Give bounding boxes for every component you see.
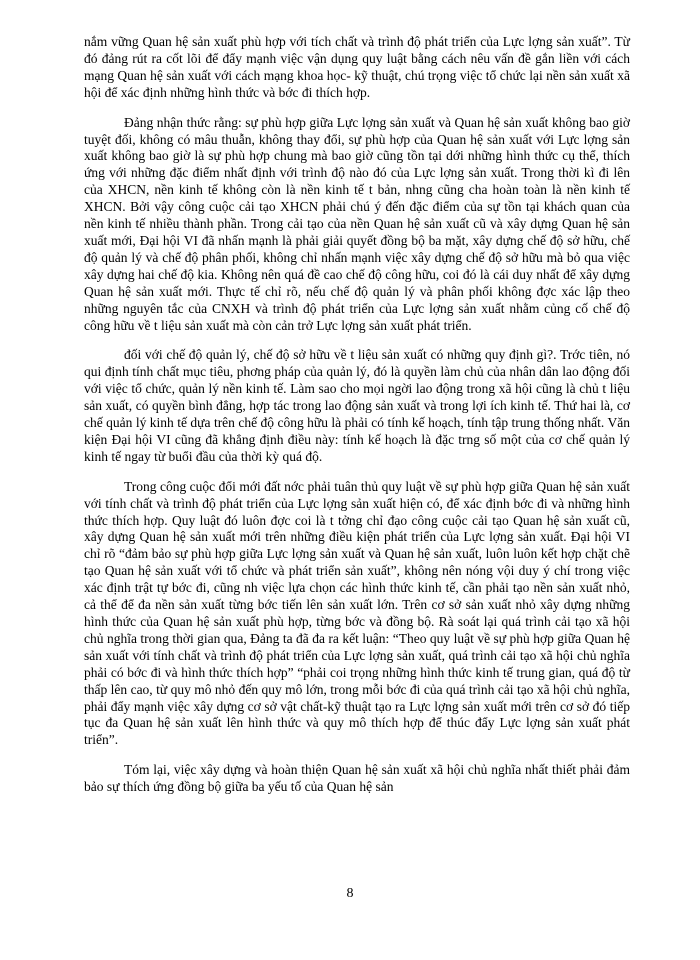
paragraph-4: Trong công cuộc đổi mới đất nớc phải tuân thủ quy luật về sự phù hợp giữa Quan hệ sản xuất với tính chất và trình độ phát triển của Lực lợng sản xuất hiện có, để xác định bớc đi và những hình thức thích hợp. Quy luật đó luôn đợc coi là t tởng chỉ đạo công cuộc cải tạo Quan hệ sản xuất cũ, xây dựng Quan hệ sản xuất mới trên những điều kiện phát triển của Lực lợng sản xuất. Đại hội VI chỉ rõ “đảm bảo sự phù hợp giữa Lực lợng sản xuất và Quan hệ sản xuất, luôn luôn kết hợp chặt chẽ tạo Quan hệ sản xuất với tổ chức và phát triển sản xuất”, không nên nóng vội duy ý chí trong việc xác định trật tự bớc đi, cũng nh việc lựa chọn các hình thức kinh tế, cần phải tạo nền sản xuất nhỏ, cả thể để đa nền sản xuất từng bớc tiến lên sản xuất lớn. Trên cơ sở sản xuất nhỏ xây dựng những hình thức của Quan hệ sản xuất phù hợp, từng bớc và đồng bộ. Rà soát lại quá trình cải tạo xã hội chủ nghĩa trong thời gian qua, Đảng ta đã đa ra kết luận: “Theo quy luật về sự phù hợp giữa Quan hệ sản xuất với tính chất và trình độ phát triển của Lực lợng sản xuất, quá trình cải tạo xã hội chủ nghĩa phải có bớc đi và hình thức thích hợp” “phải coi trọng những hình thức kinh tế trung gian, quá độ từ thấp lên cao, từ quy mô nhỏ đến quy mô lớn, trong mỗi bớc đi của quá trình cải tạo xã hội chủ nghĩa, phải đẩy mạnh việc xây dựng cơ sở vật chất-kỹ thuật tạo ra Lực lợng sản xuất mới trên cơ sở đó tiếp tục đa Quan hệ sản xuất lên hình thức và quy mô thích hợp để thúc đẩy Lực lợng sản xuất phát triển”. — [84, 478, 630, 748]
page-number: 8 — [346, 886, 354, 901]
paragraph-3: đối với chế độ quản lý, chế độ sở hữu về t liệu sản xuất có những quy định gì?. Trớc tiên, nó qui định tính chất mục tiêu, phơng pháp của quản lý, đó là quyền làm chủ của nhân dân lao động đối với việc tổ chức, quản lý nền kinh tế. Làm sao cho mọi ngời lao động trong xã hội cũng là chủ t liệu sản xuất, có quyền bình đẳng, hợp tác trong lao động sản xuất và trong lợi ích kinh tế. Thứ hai là, cơ chế quản lý kinh tế dựa trên chế độ công hữu là phải có tính kế hoạch, tính tập trung thống nhất. Văn kiện Đại hội VI cũng đã khẳng định điều này: tính kế hoạch là đặc trng số một của cơ chế quản lý kinh tế ngay từ buổi đầu của thời kỳ quá độ. — [84, 347, 630, 464]
paragraph-2: Đảng nhận thức rằng: sự phù hợp giữa Lực lợng sản xuất và Quan hệ sản xuất không bao giờ tuyệt đối, không có mâu thuẫn, không thay đổi, sự phù hợp của Quan hệ sản xuất với Lực lợng sản xuất không bao giờ là sự phù hợp chung mà bao giờ cũng tồn tại dới những hình thức cụ thể, thích ứng với những đặc điểm nhất định với trình độ nào đó của Lực lợng sản xuất. Trong thời kì đi lên của XHCN, nền kinh tế không còn là nền kinh tế t bản, nhng cũng cha hoàn toàn là nền kinh tế XHCN. Bởi vậy công cuộc cải tạo XHCN phải chú ý đến đặc điểm của sự tồn tại khách quan của nền kinh tế nhiều thành phần. Trong cải tạo của nền Quan hệ sản xuất cũ và xây dựng Quan hệ sản xuất mới, Đại hội VI đã nhấn mạnh là phải giải quyết đồng bộ ba mặt, xây dựng chế độ sở hữu, chế độ quản lý và chế độ phân phối, không chỉ nhấn mạnh việc xây dựng chế độ sở hữu mà bỏ qua việc xây dựng hai chế độ kia. Không nên quá đề cao chế độ công hữu, coi đó là cái duy nhất để xây dựng Quan hệ sản xuất mới. Thực tế chỉ rõ, nếu chế độ quản lý và phân phối không đợc xác lập theo những nguyên tắc của CNXH và trình độ phát triển của Lực lợng sản xuất nhằm củng cố chế độ công hữu về t liệu sản xuất mà còn cản trở Lực lợng sản xuất phát triển. — [84, 114, 630, 333]
body-text — [84, 34, 630, 809]
paragraph-5: Tóm lại, việc xây dựng và hoàn thiện Quan hệ sản xuất xã hội chủ nghĩa nhất thiết phải đảm bảo sự thích ứng đồng bộ giữa ba yếu tố của Quan hệ sản — [84, 762, 630, 795]
paragraph-1: nắm vững Quan hệ sản xuất phù hợp với tích chất và trình độ phát triển của Lực lợng sản xuất”. Từ đó đảng rút ra cốt lõi để đẩy mạnh việc vận dụng quy luật bằng cách nêu vấn đề gắn liền với cách mạng Quan hệ sản xuất với cách mạng khoa học- kỹ thuật, chú trọng việc tổ chức lại nền sản xuất xã hội để xác định những hình thức và bớc đi thích hợp. — [84, 34, 630, 100]
